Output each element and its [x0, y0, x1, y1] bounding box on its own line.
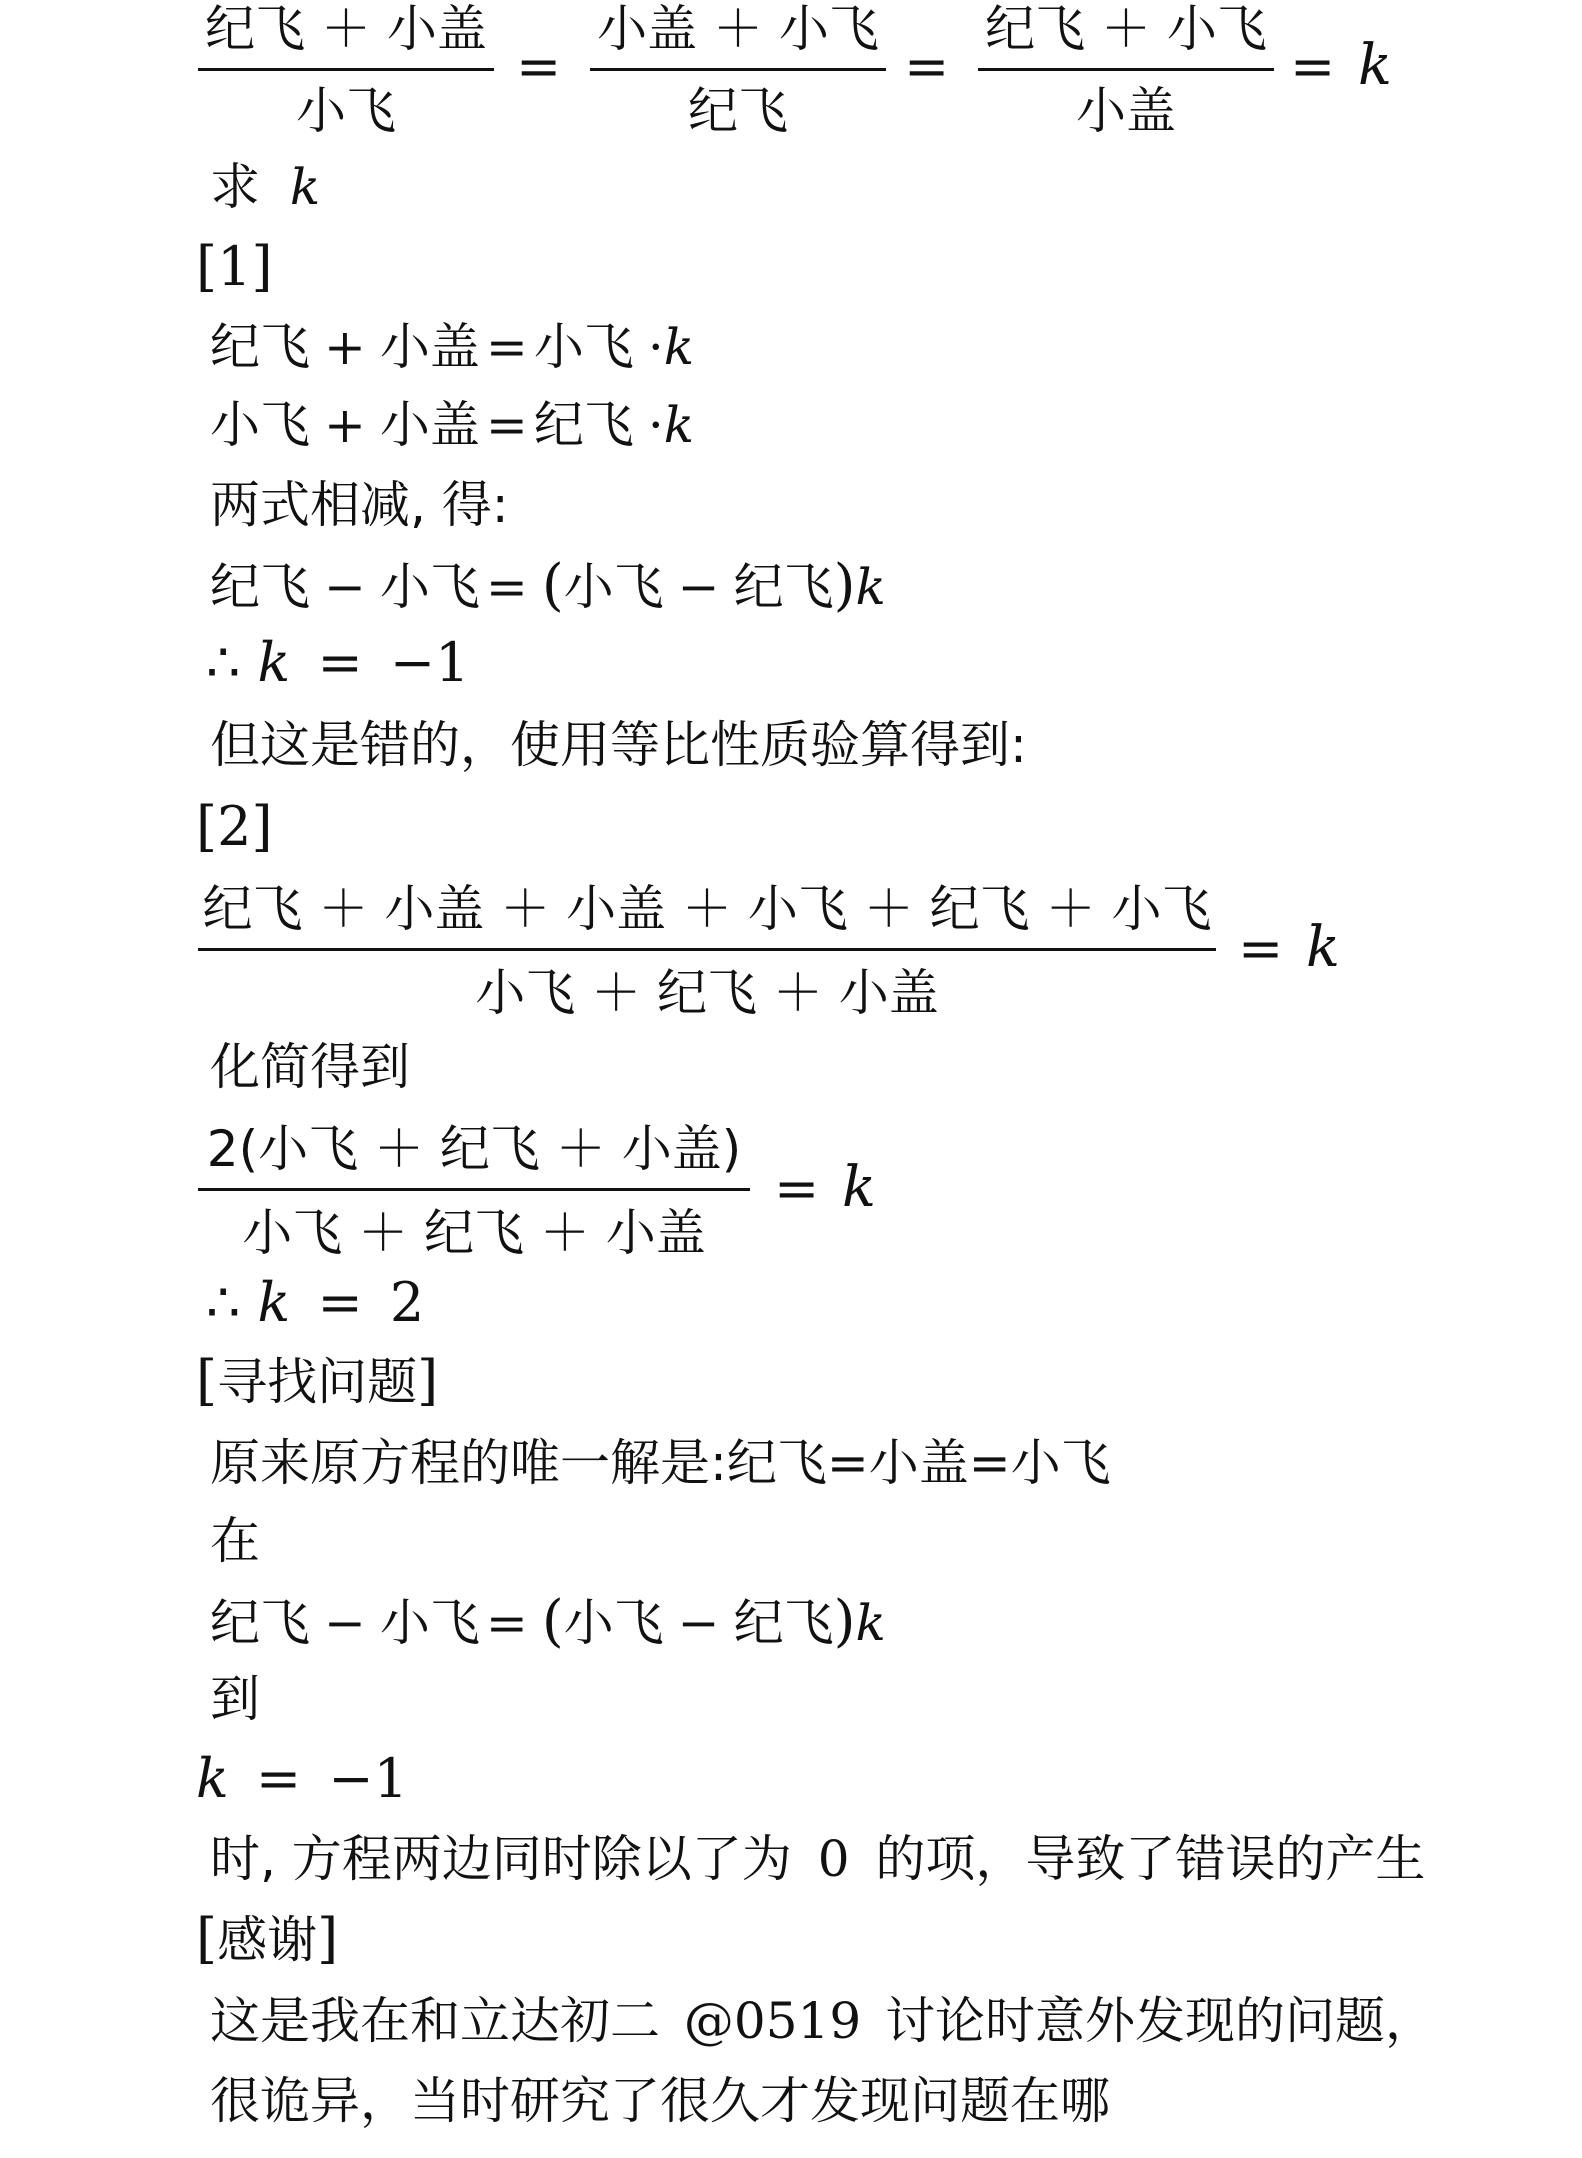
fraction-sum-numerator: 纪飞 ＋ 小盖 ＋ 小盖 ＋ 小飞 ＋ 纪飞 ＋ 小飞 — [202, 880, 1212, 938]
fraction-sum-bar — [198, 948, 1216, 951]
text: 的项，导致了错误的产生 — [875, 1830, 1426, 1888]
bracket-close: ] — [417, 1349, 439, 1412]
fraction-1-bar — [198, 68, 494, 71]
section-marker-find-problem — [196, 1349, 439, 1412]
term: 小飞 — [210, 396, 310, 454]
minus-sign: − — [324, 1594, 366, 1652]
equation-line-2 — [210, 396, 695, 454]
section-label: 2 — [217, 795, 252, 858]
term: 小飞 — [379, 1594, 480, 1652]
fraction-sum-denominator: 小飞 ＋ 纪飞 ＋ 小盖 — [475, 964, 939, 1022]
fraction-3 — [978, 0, 1274, 150]
section-marker-1 — [196, 235, 273, 298]
equation-line-4 — [210, 553, 886, 618]
variable-k: k — [663, 318, 695, 376]
variable-k: k — [257, 631, 291, 694]
minus-sign: − — [677, 1594, 720, 1652]
term: 小飞 — [563, 558, 664, 616]
equals-sign: = — [485, 318, 528, 376]
variable-k: k — [196, 1747, 229, 1810]
term: 纪飞 — [533, 396, 634, 454]
value: 2 — [389, 1271, 425, 1334]
term: 纪飞 — [733, 1594, 834, 1652]
fraction-simplified-bar — [198, 1188, 750, 1191]
therefore-symbol: ∴ — [206, 631, 241, 694]
plus-sign: + — [324, 318, 366, 376]
equals-sign: = — [485, 1594, 528, 1652]
fraction-2-denominator: 纪飞 — [688, 82, 788, 140]
equals-sign: = — [485, 558, 528, 616]
section-label: 1 — [217, 235, 252, 298]
conclusion-line-1 — [206, 631, 470, 694]
equals-sign: = — [1238, 917, 1284, 980]
term: 纪飞 — [210, 1594, 310, 1652]
fraction-1-numerator: 纪飞 ＋ 小盖 — [205, 0, 487, 58]
equals-sign: = — [904, 35, 950, 98]
fraction-2-bar — [590, 68, 886, 71]
text-line: 但这是错的，使用等比性质验算得到: — [210, 716, 1027, 774]
text-line: 很诡异，当时研究了很久才发现问题在哪 — [210, 2072, 1110, 2130]
fraction-3-denominator: 小盖 — [1076, 82, 1176, 140]
term: 纪飞 — [210, 558, 310, 616]
equation-line-1 — [210, 318, 695, 376]
bracket-open: [ — [196, 1349, 218, 1412]
value: −1 — [389, 631, 470, 694]
minus-sign: − — [324, 558, 366, 616]
bracket-open: [ — [196, 235, 218, 298]
equals-sign: = — [1290, 35, 1336, 98]
plus-sign: + — [324, 396, 366, 454]
dot-operator: · — [647, 318, 664, 376]
explanation-line — [210, 1830, 1426, 1888]
fraction-3-bar — [978, 68, 1274, 71]
term: 纪飞 — [210, 318, 310, 376]
section-label: 感谢 — [217, 1911, 318, 1969]
term: 小飞 — [533, 318, 634, 376]
equals-sign: = — [317, 1271, 363, 1334]
fraction-simplified-numerator: 2(小飞 ＋ 纪飞 ＋ 小盖) — [206, 1120, 742, 1178]
variable-k: k — [1306, 915, 1340, 980]
dot-operator: · — [647, 396, 664, 454]
text-line: 到 — [210, 1670, 260, 1728]
variable-k: k — [1358, 33, 1392, 98]
variable-k: k — [257, 1271, 291, 1334]
text: 时, 方程两边同时除以了为 — [210, 1830, 792, 1888]
equals-sign: = — [774, 1157, 820, 1220]
ask-text: 求 — [210, 158, 260, 216]
equals-sign: = — [255, 1747, 302, 1810]
bracket-open: [ — [196, 1907, 218, 1970]
term: 小盖 — [379, 396, 480, 454]
fraction-simplified — [198, 1118, 750, 1278]
bracket-close: ] — [251, 235, 273, 298]
value: −1 — [328, 1747, 408, 1810]
term: 小飞 — [379, 558, 480, 616]
text-line: 在 — [210, 1512, 260, 1570]
ask-line — [210, 158, 321, 216]
text-line: 原来原方程的唯一解是:纪飞=小盖=小飞 — [210, 1434, 1111, 1492]
section-marker-2 — [196, 795, 273, 858]
paren-close: ) — [833, 1589, 856, 1654]
bracket-close: ] — [251, 795, 273, 858]
value-line — [196, 1747, 408, 1810]
mention: @0519 — [683, 1992, 862, 2050]
zero-value: 0 — [817, 1830, 850, 1888]
fraction-1 — [198, 0, 494, 150]
variable-k: k — [842, 1155, 876, 1220]
bracket-close: ] — [317, 1907, 339, 1970]
fraction-3-numerator: 纪飞 ＋ 小飞 — [985, 0, 1267, 58]
variable-k: k — [663, 396, 695, 454]
paren-open: ( — [541, 1589, 564, 1654]
variable-k: k — [855, 1594, 886, 1652]
fraction-sum — [198, 878, 1216, 1038]
fraction-simplified-denominator: 小飞 ＋ 纪飞 ＋ 小盖 — [242, 1204, 706, 1262]
text-line: 化简得到 — [210, 1038, 410, 1096]
equals-sign: = — [516, 35, 562, 98]
text: 这是我在和立达初二 — [210, 1992, 660, 2050]
equals-sign: = — [485, 396, 528, 454]
term: 小飞 — [563, 1594, 664, 1652]
bracket-open: [ — [196, 795, 218, 858]
fraction-1-denominator: 小飞 — [296, 82, 396, 140]
variable-k: k — [855, 558, 886, 616]
term: 纪飞 — [733, 558, 834, 616]
paren-close: ) — [833, 553, 856, 618]
conclusion-line-2 — [206, 1271, 425, 1334]
section-label: 寻找问题 — [217, 1353, 418, 1411]
thanks-line — [210, 1992, 1436, 2050]
variable-k: k — [289, 158, 321, 216]
term: 小盖 — [379, 318, 480, 376]
minus-sign: − — [677, 558, 720, 616]
fraction-2-numerator: 小盖 ＋ 小飞 — [597, 0, 879, 58]
fraction-2 — [590, 0, 886, 150]
section-marker-thanks — [196, 1907, 339, 1970]
text: 讨论时意外发现的问题， — [885, 1992, 1436, 2050]
text-line: 两式相减, 得: — [210, 476, 509, 534]
therefore-symbol: ∴ — [206, 1271, 241, 1334]
equals-sign: = — [317, 631, 363, 694]
equation-line-11 — [210, 1589, 886, 1654]
paren-open: ( — [541, 553, 564, 618]
